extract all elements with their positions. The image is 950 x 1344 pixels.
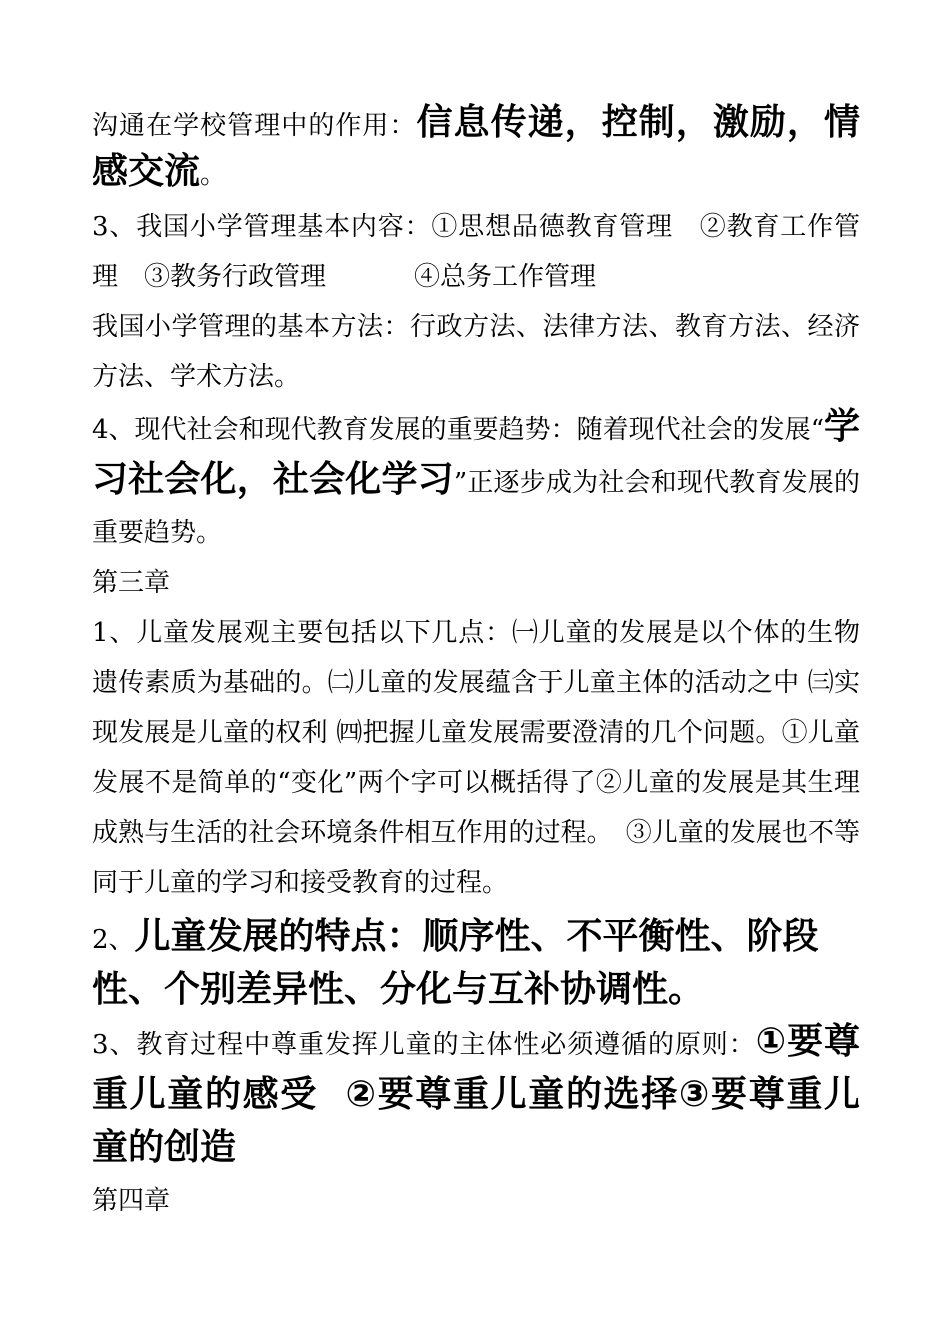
management-item-2: ②教育工作管理 [92,212,860,292]
chapter-3-heading: 第三章 [92,568,171,598]
trend-quote-open: “ [810,415,824,445]
document-page [92,100,860,1226]
management-item-4: ④总务工作管理 [414,262,597,292]
communication-paragraph [92,100,860,198]
management-lead: 3、我国小学管理基本内容： [92,212,432,242]
principle-2: ②要尊重儿童的选择 [343,1074,679,1115]
management-content-paragraph [92,202,860,302]
trend-quote-close: ” [453,468,468,498]
principle-3: ③要尊重儿童的创造 [92,1074,860,1168]
trend-lead: 4、现代社会和现代教育发展的重要趋势：随着现代社会的发展 [92,415,811,445]
child-development-view-paragraph: 1、儿童发展观主要包括以下几点：㈠儿童的发展是以个体的生物遗传素质为基础的。㈡儿童的发展蕴含于儿童主体的活动之中 ㈢实现发展是儿童的权利 ㈣把握儿童发展需要澄清的几个问题。①儿童发展不是简单的“变化”两个字可以概括得了②儿童的发展是其生理成熟与生活的社会环境条件相互作用的过程。 ③儿童的发展也不等同于儿童的学习和接受教育的过程。 [92,618,860,898]
trend-tail: 正逐步成为社会和现代教育发展的重要趋势。 [92,468,860,548]
communication-lead: 沟通在学校管理中的作用： [92,111,417,141]
communication-roles: 信息传递，控制，激励，情感交流 [92,102,860,192]
trend-paragraph [92,402,860,558]
chapter-4-heading: 第四章 [92,1186,171,1216]
child-development-features-paragraph [92,912,860,1015]
features-number: 2、 [92,925,135,955]
management-methods-paragraph: 我国小学管理的基本方法：行政方法、法律方法、教育方法、经济方法、学术方法。 [92,312,860,392]
trend-key-phrase: 学习社会化，社会化学习 [92,406,860,500]
principles-lead: 3、教育过程中尊重发挥儿童的主体性必须遵循的原则： [92,1030,756,1060]
management-item-3: ③教务行政管理 [144,262,327,292]
communication-tail: 。 [200,160,227,190]
features-text: 儿童发展的特点：顺序性、不平衡性、阶段性、个别差异性、分化与互补协调性。 [92,916,819,1010]
principle-1: ①要尊重儿童的感受 [92,1021,861,1115]
subjectivity-principles-paragraph [92,1017,860,1176]
management-item-1: ①思想品德教育管理 [431,212,673,242]
